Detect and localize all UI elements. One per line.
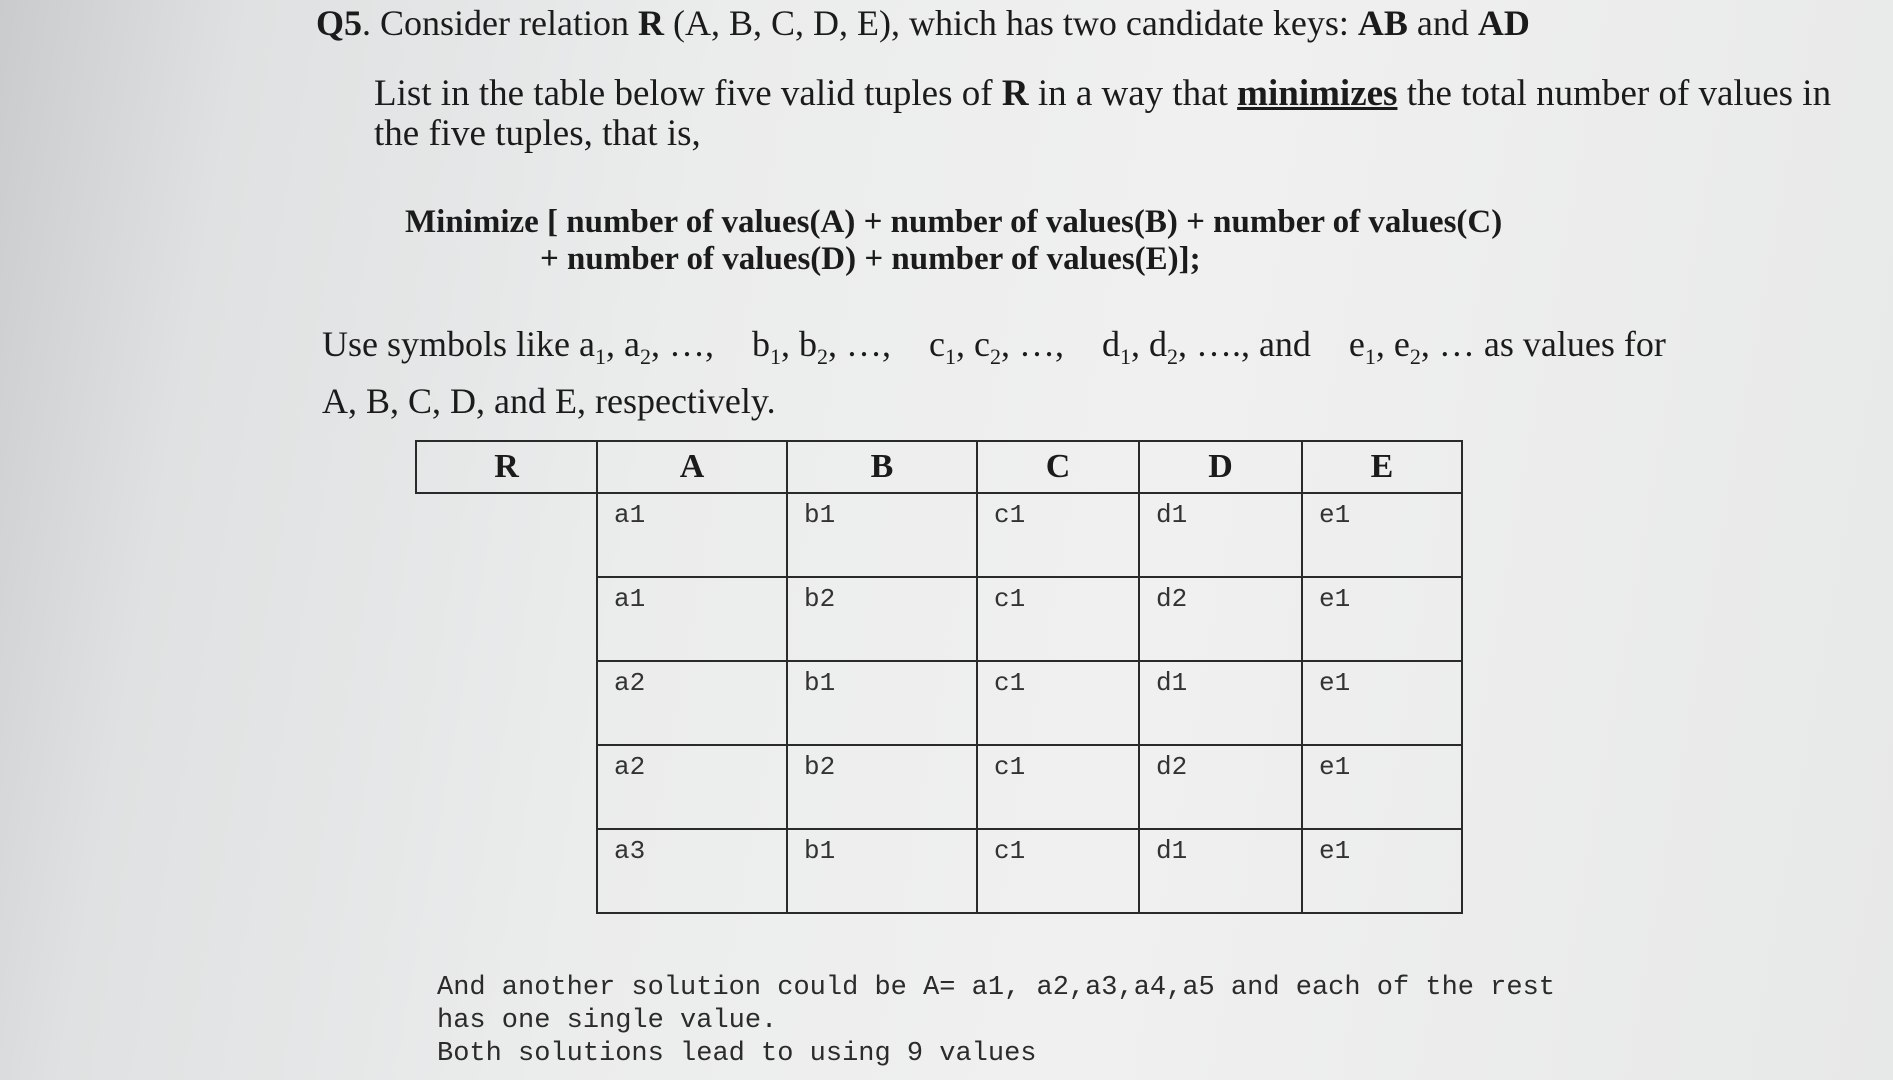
cell-b: b2	[787, 577, 977, 661]
row-spacer	[416, 493, 597, 577]
cell-c: c1	[977, 829, 1139, 913]
cell-d: d1	[1139, 493, 1302, 577]
table-row	[416, 829, 1462, 913]
formula-line-2: + number of values(D) + number of values(E)];	[540, 241, 1201, 277]
relation-name: R	[637, 3, 664, 43]
instruction-middle: in a way that	[1028, 73, 1238, 114]
note-line-3: Both solutions lead to using 9 values	[437, 1039, 1037, 1069]
table-header-row	[416, 441, 1462, 493]
cell-c: c1	[977, 661, 1139, 745]
header-a: A	[597, 441, 787, 493]
cell-a: a1	[597, 577, 787, 661]
row-spacer	[416, 577, 597, 661]
symbols-e: $e_1$, $e_2$, … as values for	[1348, 324, 1666, 370]
row-spacer	[416, 745, 597, 829]
header-b: B	[787, 441, 977, 493]
instruction-relation: R	[1001, 73, 1029, 114]
cell-a: a2	[597, 745, 787, 829]
formula-line-1: Minimize [ number of values(A) + number of values(B) + number of values(C)	[405, 204, 1503, 240]
candidate-key-2: AD	[1477, 3, 1530, 43]
cell-a: a3	[597, 829, 787, 913]
row-spacer	[416, 829, 597, 913]
table-row	[416, 661, 1462, 745]
table-row	[416, 577, 1462, 661]
cell-e: e1	[1302, 661, 1462, 745]
note-line-2: has one single value.	[437, 1006, 778, 1036]
cell-a: a1	[597, 493, 787, 577]
and-text: and	[1407, 3, 1478, 43]
cell-b: b1	[787, 493, 977, 577]
cell-e: e1	[1302, 829, 1462, 913]
symbols-intro: Use symbols like	[322, 324, 579, 364]
cell-c: c1	[977, 745, 1139, 829]
cell-c: c1	[977, 577, 1139, 661]
symbols-c: $c_1$, $c_2$, …,	[928, 324, 1064, 370]
instruction-emphasis: minimizes	[1237, 73, 1398, 114]
cell-d: d2	[1139, 745, 1302, 829]
symbols-ending: A, B, C, D, and E, respectively.	[322, 381, 776, 422]
instruction-before: List in the table below five valid tuples of	[374, 73, 1002, 114]
candidate-key-1: AB	[1357, 3, 1408, 43]
cell-b: b1	[787, 829, 977, 913]
header-e: E	[1302, 441, 1462, 493]
symbols-a: $a_1$, $a_2$, …,	[579, 324, 714, 370]
cell-d: d2	[1139, 577, 1302, 661]
cell-d: d1	[1139, 661, 1302, 745]
question-text: . Consider relation	[362, 3, 638, 43]
relation-table	[415, 440, 1463, 914]
solution-note	[437, 972, 1555, 1071]
symbols-d: $d_1$, $d_2$, …., and	[1101, 324, 1311, 370]
question-number: Q5	[316, 3, 363, 43]
cell-c: c1	[977, 493, 1139, 577]
table-row	[416, 745, 1462, 829]
header-d: D	[1139, 441, 1302, 493]
cell-e: e1	[1302, 577, 1462, 661]
cell-e: e1	[1302, 493, 1462, 577]
question-title	[316, 2, 1530, 44]
symbols-paragraph	[322, 322, 1822, 423]
cell-d: d1	[1139, 829, 1302, 913]
cell-b: b2	[787, 745, 977, 829]
symbols-b: $b_1$, $b_2$, …,	[751, 324, 891, 370]
cell-a: a2	[597, 661, 787, 745]
instruction-paragraph	[374, 74, 1834, 154]
cell-e: e1	[1302, 745, 1462, 829]
instruction-after: the total number of values in the five tuples, that is,	[374, 73, 1832, 154]
header-c: C	[977, 441, 1139, 493]
cell-b: b1	[787, 661, 977, 745]
header-r: R	[416, 441, 597, 493]
row-spacer	[416, 661, 597, 745]
note-line-1: And another solution could be A= a1, a2,a3,a4,a5 and each of the rest	[437, 973, 1555, 1003]
relation-attributes: (A, B, C, D, E), which has two candidate keys:	[663, 3, 1358, 43]
table-row	[416, 493, 1462, 577]
minimize-formula	[405, 204, 1502, 278]
